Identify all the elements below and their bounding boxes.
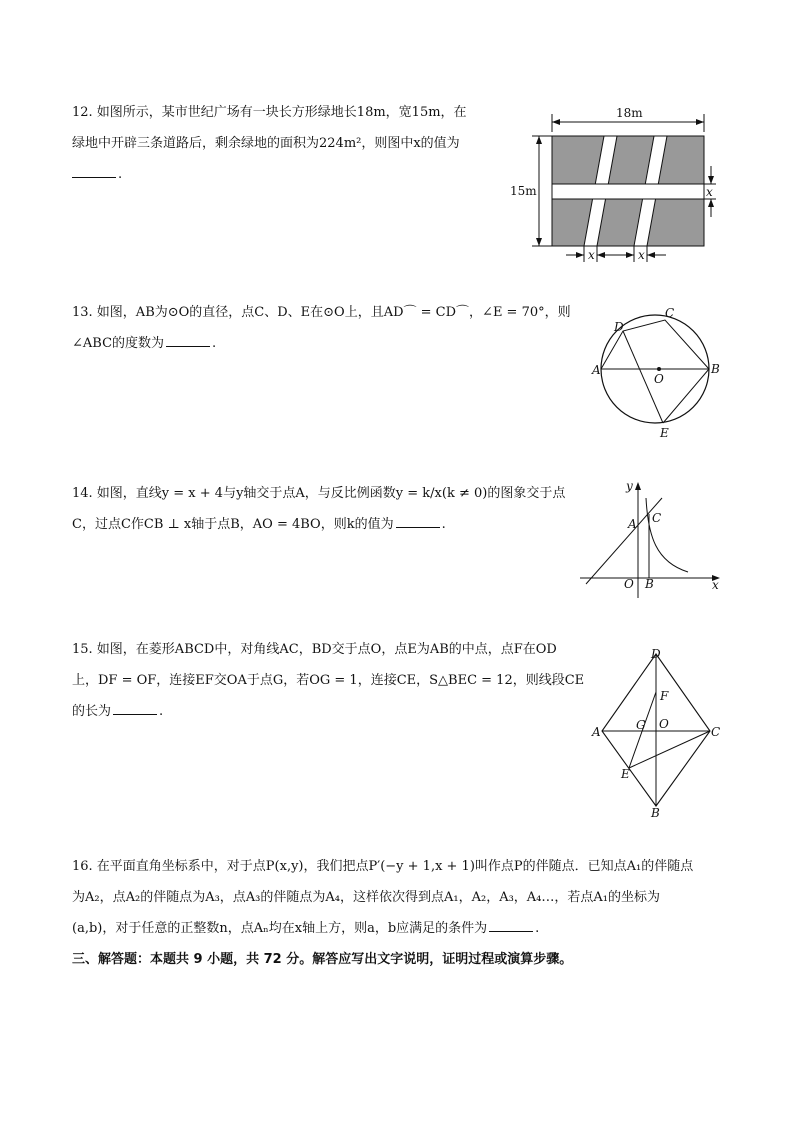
q16-answer-blank[interactable] — [489, 917, 533, 932]
label-A: A — [628, 517, 637, 531]
label-x-axis: x — [712, 578, 719, 592]
q12-line1: 12. 如图所示，某市世纪广场有一块长方形绿地长18m，宽15m，在 — [72, 105, 467, 120]
question-13: 13. 如图，AB为⊙O的直径，点C、D、E在⊙O上，且AD⌒ = CD⌒，∠E = 70°，则 ∠ABC的度数为 . — [72, 297, 571, 359]
label-C: C — [665, 306, 675, 320]
label-y-axis: y — [626, 479, 633, 493]
section-3-heading: 三、解答题：本题共 9 小题，共 72 分。解答应写出文字说明，证明过程或演算步骤。 — [72, 952, 573, 967]
q12-label-x-bottom-1: x — [588, 248, 595, 262]
label-D: D — [651, 647, 661, 661]
q12-label-x-right: x — [706, 185, 713, 199]
line-y-x-plus-4 — [586, 498, 662, 584]
q13-figure — [585, 303, 725, 443]
label-B: B — [651, 806, 660, 820]
label-O: O — [659, 717, 669, 731]
label-F: F — [660, 689, 669, 703]
q12-answer-blank[interactable] — [72, 163, 116, 178]
label-A: A — [592, 725, 601, 739]
label-A: A — [592, 363, 601, 377]
question-12: 12. 如图所示，某市世纪广场有一块长方形绿地长18m，宽15m，在 绿地中开辟三条道路后，剩余绿地的面积为224m²，则图中x的值为 . — [72, 97, 467, 190]
q12-label-x-bottom-2: x — [638, 248, 645, 262]
q15-answer-blank[interactable] — [113, 700, 157, 715]
label-G: G — [636, 718, 646, 732]
q14-answer-blank[interactable] — [396, 513, 440, 528]
label-D: D — [614, 320, 624, 334]
q15-line2: 上，DF = OF，连接EF交OA于点G，若OG = 1，连接CE，S△BEC = 12，则线段CE — [72, 673, 585, 688]
q12-label-15m: 15m — [510, 184, 537, 198]
question-16: 16. 在平面直角坐标系中，对于点P(x,y)，我们把点P′(−y + 1,x + 1)叫作点P的伴随点．已知点A₁的伴随点 为A₂，点A₂的伴随点为A₃，点A₃的伴随点为A₄，这样依次得到点A₁，A₂，A₃，A₄…，若点A₁的坐标为 (a,b)，对于任意的正整数n，点Aₙ均在x轴上方，则a，b应满足的条件为 . — [72, 851, 693, 944]
q12-line2: 绿地中开辟三条道路后，剩余绿地的面积为224m²，则图中x的值为 — [72, 136, 460, 151]
label-C: C — [711, 725, 721, 739]
question-15: 15. 如图，在菱形ABCD中，对角线AC，BD交于点O，点E为AB的中点，点F在OD 上，DF = OF，连接EF交OA于点G，若OG = 1，连接CE，S△BEC = 12，则线段CE 的长为 . — [72, 634, 584, 727]
q12-figure — [504, 100, 729, 265]
label-O: O — [654, 372, 664, 386]
q13-line1: 13. 如图，AB为⊙O的直径，点C、D、E在⊙O上，且AD⌒ = CD⌒，∠E = 70°，则 — [72, 305, 571, 320]
q13-answer-blank[interactable] — [166, 332, 210, 347]
label-B: B — [645, 577, 654, 591]
q16-line1: 16. 在平面直角坐标系中，对于点P(x,y)，我们把点P′(−y + 1,x + 1)叫作点P的伴随点．已知点A₁的伴随点 — [72, 859, 694, 874]
label-E: E — [660, 426, 669, 440]
label-B: B — [711, 362, 720, 376]
label-C: C — [652, 511, 662, 525]
label-O: O — [624, 577, 634, 591]
q14-line1: 14. 如图，直线y = x + 4与y轴交于点A，与反比例函数y = k/x(k ≠ 0)的图象交于点 — [72, 486, 566, 501]
q14-figure — [576, 476, 726, 601]
q15-figure — [590, 642, 725, 822]
label-E: E — [621, 767, 630, 781]
question-14: 14. 如图，直线y = x + 4与y轴交于点A，与反比例函数y = k/x(k ≠ 0)的图象交于点 C，过点C作CB ⊥ x轴于点B，AO = 4BO，则k的值为 . — [72, 478, 565, 540]
q16-line2: 为A₂，点A₂的伴随点为A₃，点A₃的伴随点为A₄，这样依次得到点A₁，A₂，A₃，A₄…，若点A₁的坐标为 — [72, 890, 660, 905]
q12-label-18m: 18m — [616, 106, 643, 120]
q15-line1: 15. 如图，在菱形ABCD中，对角线AC，BD交于点O，点E为AB的中点，点F在OD — [72, 642, 557, 657]
